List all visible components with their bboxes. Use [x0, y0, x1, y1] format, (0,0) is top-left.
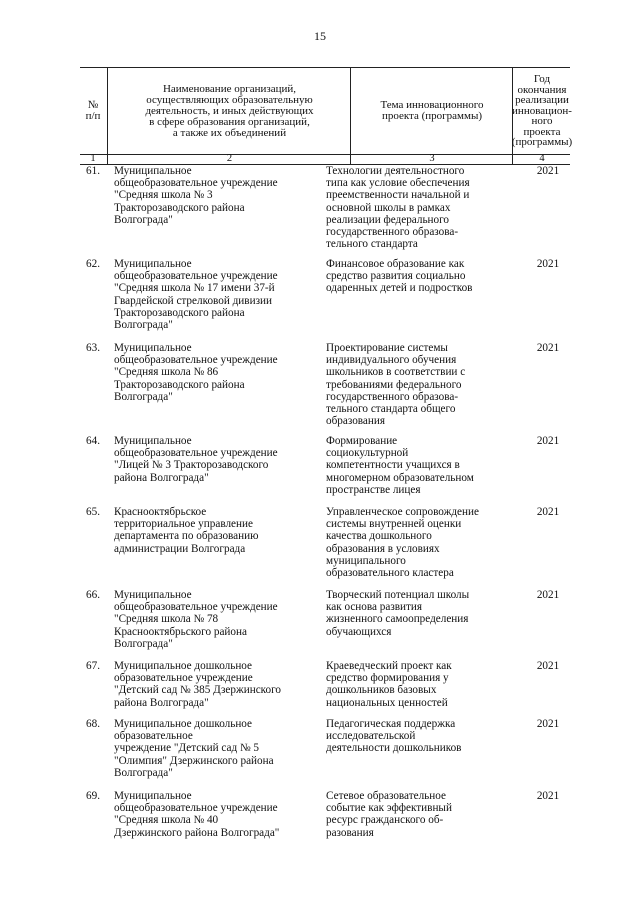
header-topic-text: Тема инновационного проекта (программы)	[380, 99, 484, 122]
row-topic: Краеведческий проект как средство формирования у дошкольников базовых национальных ценностей	[326, 660, 452, 709]
row-year: 2021	[536, 165, 560, 177]
row-year: 2021	[536, 718, 560, 730]
row-year: 2021	[536, 790, 560, 802]
row-organization: Муниципальное общеобразовательное учреждение "Средняя школа № 78 Краснооктябрьского района Волгограда"	[114, 589, 278, 650]
column-number: 2	[107, 153, 351, 164]
row-year: 2021	[536, 660, 560, 672]
header-number-text: № п/п	[85, 99, 101, 122]
row-year: 2021	[536, 589, 560, 601]
row-organization: Муниципальное общеобразовательное учреждение "Средняя школа № 40 Дзержинского района Волгограда"	[114, 790, 280, 839]
header-year-text: Год окончания реализации инновацион- ного проекта (программы)	[511, 73, 573, 149]
column-number: 1	[90, 153, 96, 164]
row-organization: Муниципальное дошкольное образовательное учреждение "Детский сад № 385 Дзержинского района Волгограда"	[114, 660, 282, 709]
row-number: 65.	[86, 506, 100, 518]
column-number: 4	[512, 153, 571, 164]
row-number: 62.	[86, 258, 100, 270]
row-topic: Финансовое образование как средство развития социально одаренных детей и подростков	[326, 258, 473, 295]
row-organization: Муниципальное общеобразовательное учреждение "Средняя школа № 86 Тракторозаводского района Волгограда"	[114, 342, 278, 403]
header-number	[80, 68, 106, 154]
row-topic: Сетевое образовательное событие как эффективный ресурс гражданского об- разования	[326, 790, 452, 839]
row-year: 2021	[536, 258, 560, 270]
row-number: 64.	[86, 435, 100, 447]
row-number: 63.	[86, 342, 100, 354]
row-topic: Управленческое сопровождение системы внутренней оценки качества дошкольного образования в условиях муниципального образовательного кластера	[326, 506, 479, 580]
header-topic	[350, 68, 513, 154]
column-number-row	[80, 153, 570, 165]
row-organization: Муниципальное общеобразовательное учреждение "Средняя школа № 3 Тракторозаводского района Волгограда"	[114, 165, 278, 226]
header-year	[512, 68, 571, 154]
table-header	[80, 67, 573, 155]
row-year: 2021	[536, 342, 560, 354]
row-topic: Проектирование системы индивидуального обучения школьников в соответствии с требованиями федерального государственного образова- тельного стандарта общего образования	[326, 342, 466, 428]
row-number: 61.	[86, 165, 100, 177]
row-number: 68.	[86, 718, 100, 730]
column-number: 3	[350, 153, 513, 164]
page-number: 15	[314, 29, 326, 43]
row-organization: Муниципальное дошкольное образовательное учреждение "Детский сад № 5 "Олимпия" Дзержинского района Волгограда"	[114, 718, 274, 779]
row-year: 2021	[536, 506, 560, 518]
row-organization: Муниципальное общеобразовательное учреждение "Средняя школа № 17 имени 37-й Гвардейской стрелковой дивизии Тракторозаводского района Волгограда"	[114, 258, 278, 332]
row-year: 2021	[536, 435, 560, 447]
row-topic: Педагогическая поддержка исследовательской деятельности дошкольников	[326, 718, 462, 755]
header-organization-text: Наименование организаций, осуществляющих образовательную деятельность, и иных действующих в сфере образования организаций, а также их объединений	[145, 82, 314, 139]
row-organization: Муниципальное общеобразовательное учреждение "Лицей № 3 Тракторозаводского района Волгограда"	[114, 435, 278, 484]
row-number: 66.	[86, 589, 100, 601]
row-number: 69.	[86, 790, 100, 802]
row-topic: Технологии деятельностного типа как условие обеспечения преемственности начальной и основной школы в рамках реализации федерального государственного образова- тельного стандарта	[326, 165, 470, 251]
row-organization: Краснооктябрьское территориальное управление департамента по образованию администрации Волгограда	[114, 506, 259, 555]
row-topic: Формирование социокультурной компетентности учащихся в многомерном образовательном пространстве лицея	[326, 435, 474, 496]
row-topic: Творческий потенциал школы как основа развития жизненного самоопределения обучающихся	[326, 589, 470, 638]
row-number: 67.	[86, 660, 100, 672]
header-organization	[107, 68, 351, 154]
